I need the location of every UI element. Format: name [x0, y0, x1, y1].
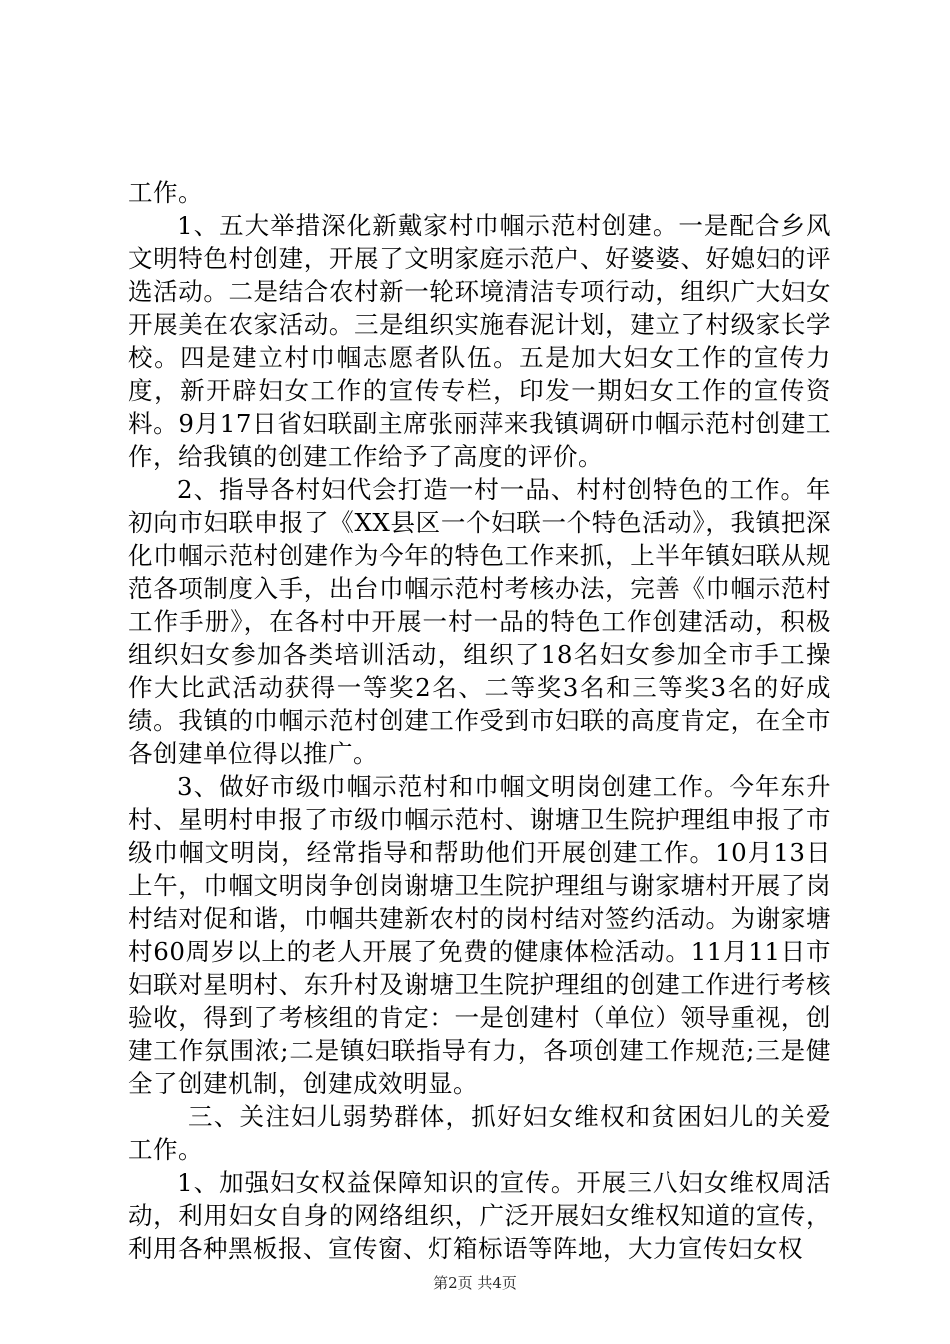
page-footer: 第2页 共4页 — [433, 1274, 517, 1292]
paragraph-section-three-item-1: 1、加强妇女权益保障知识的宣传。开展三八妇女维权周活动，利用妇女自身的网络组织，广泛开展妇女维权知道的宣传，利用各种黑板报、宣传窗、灯箱标语等阵地，大力宣传妇女权 — [128, 1168, 831, 1263]
section-heading-three: 三、关注妇儿弱势群体，抓好妇女维权和贫困妇儿的关爱工作。 — [128, 1102, 831, 1164]
paragraph-item-1: 1、五大举措深化新戴家村巾帼示范村创建。一是配合乡风文明特色村创建，开展了文明家庭示范户、好婆婆、好媳妇的评选活动。二是结合农村新一轮环境清洁专项行动，组织广大妇女开展美在农家活动。三是组织实施春泥计划，建立了村级家长学校。四是建立村巾帼志愿者队伍。五是加大妇女工作的宣传力度，新开辟妇女工作的宣传专栏，印发一期妇女工作的宣传资料。9月17日省妇联副主席张丽萍来我镇调研巾帼示范村创建工作，给我镇的创建工作给予了高度的评价。 — [128, 211, 831, 471]
paragraph-item-3: 3、做好市级巾帼示范村和巾帼文明岗创建工作。今年东升村、星明村申报了市级巾帼示范村、谢塘卫生院护理组申报了市级巾帼文明岗，经常指导和帮助他们开展创建工作。10月13日上午，巾帼文明岗争创岗谢塘卫生院护理组与谢家塘村开展了岗村结对促和谐，巾帼共建新农村的岗村结对签约活动。为谢家塘村60周岁以上的老人开展了免费的健康体检活动。11月11日市妇联对星明村、东升村及谢塘卫生院护理组的创建工作进行考核验收，得到了考核组的肯定：一是创建村（单位）领导重视，创建工作氛围浓;二是镇妇联指导有力，各项创建工作规范;三是健全了创建机制，创建成效明显。 — [128, 772, 831, 1098]
paragraph-item-2: 2、指导各村妇代会打造一村一品、村村创特色的工作。年初向市妇联申报了《XX县区一个妇联一个特色活动》，我镇把深化巾帼示范村创建作为今年的特色工作来抓，上半年镇妇联从规范各项制度入手，出台巾帼示范村考核办法，完善《巾帼示范村工作手册》，在各村中开展一村一品的特色工作创建活动，积极组织妇女参加各类培训活动，组织了18名妇女参加全市手工操作大比武活动获得一等奖2名、二等奖3名和三等奖3名的好成绩。我镇的巾帼示范村创建工作受到市妇联的高度肯定，在全市各创建单位得以推广。 — [128, 475, 831, 768]
paragraph-continuation: 工作。 — [128, 178, 203, 207]
document-body — [128, 176, 831, 1265]
